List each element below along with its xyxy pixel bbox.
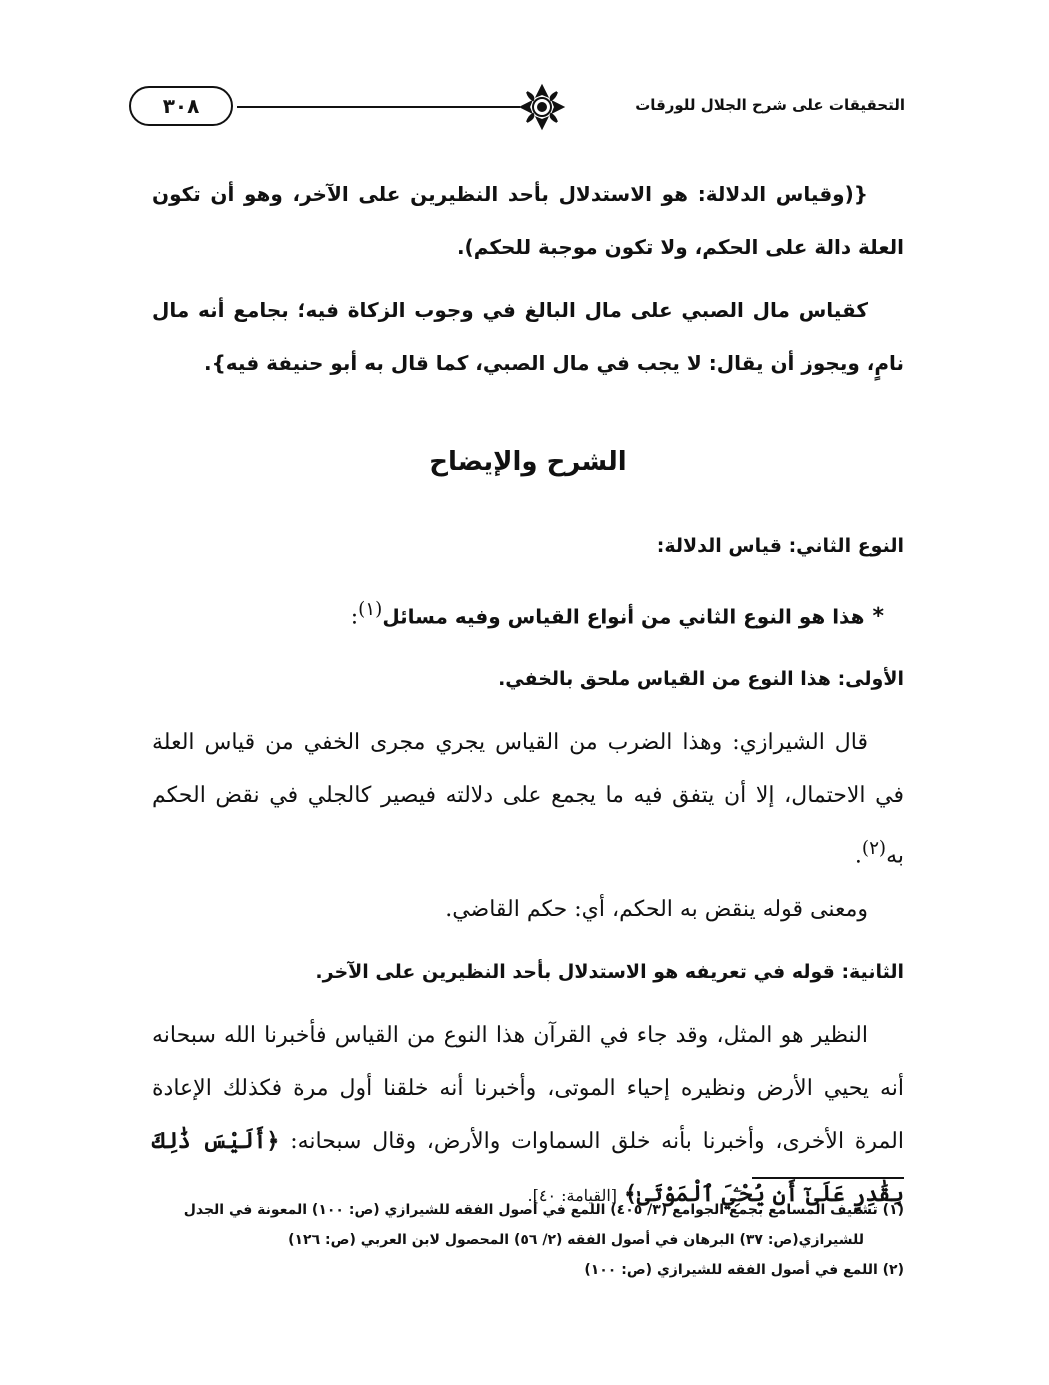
heading-second-issue: الثانية: قوله في تعريفه هو الاستدلال بأحد النظيرين على الآخر. — [315, 960, 904, 983]
section-title: الشرح والإيضاح — [429, 447, 627, 477]
paragraph-nazir — [152, 1009, 904, 1222]
star-bullet-icon: * — [872, 604, 884, 630]
ornament-icon — [517, 82, 567, 132]
footnote-rule — [752, 1177, 904, 1179]
intro-text: هذا هو النوع الثاني من أنواع القياس وفيه مسائل — [382, 604, 865, 629]
nazir-text: النظير هو المثل، وقد جاء في القرآن هذا النوع من القياس فأخبرنا الله سبحانه أنه يحيي الأرض ونظيره إحياء الموتى، وأخبرنا أنه خلقنا أول مرة فكذلك الإعادة المرة الأخرى، وأخبرنا بأنه خلق السماوات والأرض، وقال سبحانه: — [152, 1022, 905, 1154]
quran-verse: ﴿أَلَيْسَ ذَٰلِكَ بِقَٰدِرٍ عَلَىٰٓ أَن يُحْـِۧيَ ٱلْمَوْتَىٰ﴾ — [152, 1127, 904, 1207]
paragraph-meaning: ومعنى قوله ينقض به الحكم، أي: حكم القاضي. — [445, 896, 868, 922]
matn-paragraph-2: كقياس مال الصبي على مال البالغ في وجوب الزكاة فيه؛ بجامع أنه مال نامٍ، ويجوز أن يقال: لا يجب في مال الصبي، كما قال به أبو حنيفة فيه}. — [152, 298, 904, 375]
matn-paragraph-1: {(وقياس الدلالة: هو الاستدلال بأحد النظيرين على الآخر، وهو أن تكون العلة دالة على الحكم، ولا تكون موجبة للحكم). — [152, 182, 904, 259]
verse-reference: [القيامة: ٤٠]. — [527, 1185, 618, 1205]
heading-second-type: النوع الثاني: قياس الدلالة: — [656, 535, 904, 557]
footnote-ref-2: (٢) — [861, 838, 887, 860]
footnote-1: (١) تشنيف المسامع بجمع الجوامع (٣/ ٤٠٥) اللمع في أصول الفقه للشيرازي (ص: ١٠٠) المعونة في الجدل — [183, 1202, 904, 1218]
running-title: التحقيقات على شرح الجلال للورقات — [635, 96, 905, 114]
page-number: ٣٠٨ — [129, 86, 233, 126]
footnote-1-continuation: للشيرازي(ص: ٣٧) البرهان في أصول الفقه (٢/ ٥٦) المحصول لابن العربي (ص: ١٢٦) — [288, 1232, 864, 1248]
header-rule — [237, 106, 520, 108]
paragraph-intro — [152, 583, 904, 643]
paragraph-shirazi — [152, 716, 904, 882]
page-header — [145, 78, 905, 138]
footnotes — [152, 1195, 904, 1285]
footnote-2: (٢) اللمع في أصول الفقه للشيرازي (ص: ١٠٠) — [584, 1262, 904, 1278]
page-content — [152, 168, 904, 1222]
shirazi-end: . — [854, 843, 862, 869]
intro-end: : — [350, 604, 359, 630]
heading-first-issue: الأولى: هذا النوع من القياس ملحق بالخفي. — [498, 668, 904, 691]
shirazi-text: قال الشيرازي: وهذا الضرب من القياس يجري مجرى الخفي من قياس العلة في الاحتمال، إلا أن يتفق فيه ما يجمع على دلالته فيصير كالجلي في نقض الحكم به — [152, 730, 904, 869]
footnote-ref-1: (١) — [358, 599, 383, 620]
